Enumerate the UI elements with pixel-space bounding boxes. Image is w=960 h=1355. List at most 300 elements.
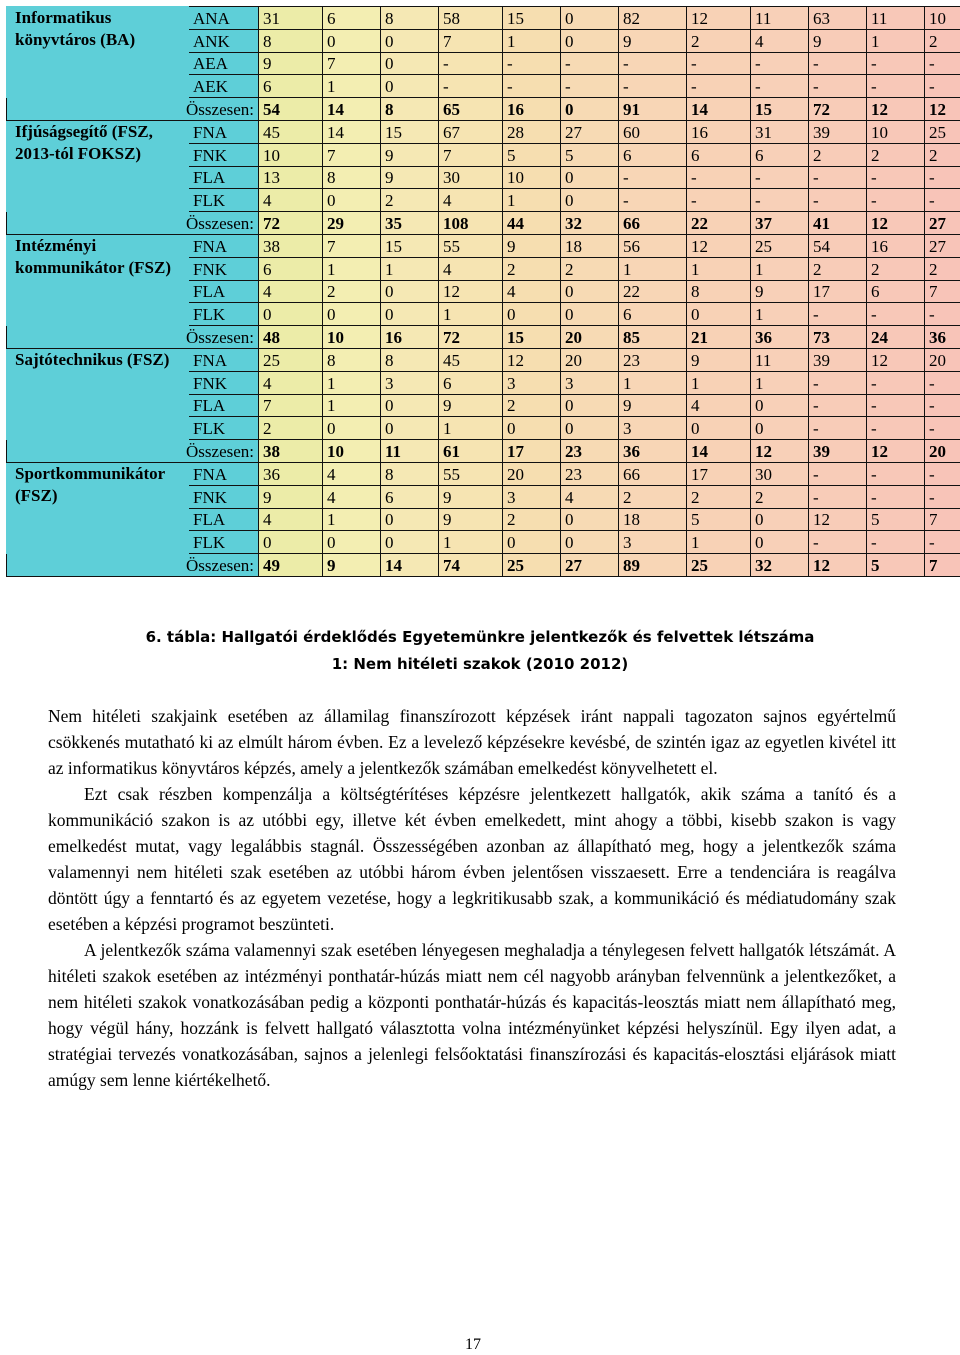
total-label: Összesen: [7,554,259,577]
value-cell: 12 [503,348,561,371]
total-cell: 73 [809,326,867,349]
total-cell: 22 [687,212,751,235]
value-cell: 9 [439,508,503,531]
value-cell: 58 [439,7,503,30]
value-cell: - [867,531,925,554]
value-cell: - [867,394,925,417]
total-cell: 14 [381,554,439,577]
value-cell: 8 [381,348,439,371]
value-cell: 10 [925,7,960,30]
value-cell: 0 [323,417,381,440]
value-cell: 1 [439,531,503,554]
total-cell: 10 [323,440,381,463]
value-cell: 16 [867,234,925,257]
row-code: FLA [189,280,259,303]
total-row [7,554,960,577]
total-cell: 29 [323,212,381,235]
value-cell: 1 [503,189,561,212]
value-cell: 1 [323,508,381,531]
value-cell: 0 [561,394,619,417]
row-code: AEK [189,75,259,98]
value-cell: - [925,75,960,98]
value-cell: - [809,303,867,326]
row-code: ANA [189,7,259,30]
value-cell: 4 [687,394,751,417]
value-cell: 0 [561,7,619,30]
row-code: FLK [189,417,259,440]
value-cell: 0 [751,417,809,440]
value-cell: 6 [619,303,687,326]
value-cell: - [687,52,751,75]
value-cell: - [809,462,867,485]
value-cell: 2 [503,508,561,531]
value-cell: 0 [503,417,561,440]
value-cell: 3 [619,531,687,554]
value-cell: - [809,189,867,212]
value-cell: 1 [503,29,561,52]
value-cell: - [867,52,925,75]
row-code: FNK [189,257,259,280]
total-cell: 0 [561,98,619,121]
value-cell: 0 [259,531,323,554]
value-cell: 8 [323,348,381,371]
value-cell: 18 [561,234,619,257]
value-cell: 1 [619,371,687,394]
value-cell: 4 [323,485,381,508]
value-cell: 55 [439,462,503,485]
value-cell: 12 [687,7,751,30]
value-cell: 6 [323,7,381,30]
table-row [7,120,960,143]
value-cell: - [867,166,925,189]
value-cell: 9 [381,166,439,189]
value-cell: 9 [259,52,323,75]
value-cell: - [925,417,960,440]
value-cell: - [867,371,925,394]
total-cell: 14 [687,440,751,463]
total-label: Összesen: [7,212,259,235]
value-cell: - [809,417,867,440]
value-cell: 1 [323,257,381,280]
value-cell: - [687,75,751,98]
total-cell: 8 [381,98,439,121]
value-cell: 8 [381,462,439,485]
value-cell: 25 [751,234,809,257]
value-cell: 9 [687,348,751,371]
value-cell: 30 [751,462,809,485]
total-row [7,98,960,121]
value-cell: - [867,75,925,98]
total-cell: 12 [867,440,925,463]
total-cell: 48 [259,326,323,349]
value-cell: - [925,485,960,508]
table-row [7,7,960,30]
value-cell: 3 [503,371,561,394]
total-cell: 5 [867,554,925,577]
value-cell: 17 [809,280,867,303]
value-cell: 31 [259,7,323,30]
total-cell: 12 [751,440,809,463]
value-cell: 3 [503,485,561,508]
value-cell: 6 [381,485,439,508]
value-cell: - [925,166,960,189]
value-cell: 20 [503,462,561,485]
total-cell: 36 [751,326,809,349]
value-cell: - [925,52,960,75]
value-cell: 0 [381,52,439,75]
value-cell: 11 [751,348,809,371]
value-cell: - [809,394,867,417]
value-cell: 1 [751,257,809,280]
program-name: Sportkommunikátor (FSZ) [7,462,189,553]
value-cell: 2 [687,485,751,508]
value-cell: - [809,75,867,98]
value-cell: 9 [259,485,323,508]
row-code: FLA [189,394,259,417]
value-cell: 8 [381,7,439,30]
value-cell: 27 [561,120,619,143]
total-cell: 27 [561,554,619,577]
value-cell: 2 [259,417,323,440]
value-cell: 1 [619,257,687,280]
value-cell: 0 [687,303,751,326]
value-cell: - [925,531,960,554]
value-cell: 6 [259,257,323,280]
value-cell: 3 [381,371,439,394]
value-cell: 4 [323,462,381,485]
value-cell: 0 [561,280,619,303]
value-cell: - [439,75,503,98]
value-cell: 1 [687,531,751,554]
total-cell: 16 [381,326,439,349]
value-cell: 1 [323,394,381,417]
total-cell: 38 [259,440,323,463]
value-cell: 13 [259,166,323,189]
value-cell: 2 [809,143,867,166]
value-cell: 1 [439,303,503,326]
value-cell: 1 [323,75,381,98]
value-cell: 31 [751,120,809,143]
value-cell: 11 [867,7,925,30]
total-cell: 66 [619,212,687,235]
total-row [7,440,960,463]
value-cell: - [809,166,867,189]
value-cell: 0 [259,303,323,326]
value-cell: 60 [619,120,687,143]
total-cell: 27 [925,212,960,235]
value-cell: - [925,462,960,485]
value-cell: 0 [561,417,619,440]
total-cell: 15 [751,98,809,121]
value-cell: 27 [925,234,960,257]
value-cell: 0 [381,394,439,417]
total-label: Összesen: [7,98,259,121]
value-cell: - [503,75,561,98]
value-cell: 2 [687,29,751,52]
total-cell: 9 [323,554,381,577]
total-cell: 72 [439,326,503,349]
value-cell: 9 [751,280,809,303]
value-cell: - [561,52,619,75]
value-cell: 9 [809,29,867,52]
value-cell: 0 [381,303,439,326]
value-cell: 12 [687,234,751,257]
value-cell: 6 [751,143,809,166]
value-cell: - [619,189,687,212]
value-cell: 39 [809,120,867,143]
total-cell: 108 [439,212,503,235]
value-cell: 55 [439,234,503,257]
total-cell: 12 [809,554,867,577]
value-cell: 0 [751,508,809,531]
row-code: FNK [189,143,259,166]
total-cell: 36 [619,440,687,463]
value-cell: 0 [561,166,619,189]
total-cell: 89 [619,554,687,577]
program-name: Intézményi kommunikátor (FSZ) [7,234,189,325]
total-cell: 32 [561,212,619,235]
value-cell: 0 [751,394,809,417]
value-cell: 4 [439,257,503,280]
value-cell: 1 [687,371,751,394]
value-cell: 6 [619,143,687,166]
value-cell: 12 [867,348,925,371]
total-cell: 85 [619,326,687,349]
value-cell: 0 [561,303,619,326]
total-cell: 32 [751,554,809,577]
value-cell: 1 [751,303,809,326]
value-cell: 0 [503,531,561,554]
value-cell: 28 [503,120,561,143]
value-cell: 3 [619,417,687,440]
row-code: FLA [189,166,259,189]
value-cell: 11 [751,7,809,30]
value-cell: 36 [259,462,323,485]
row-code: FNA [189,462,259,485]
total-cell: 65 [439,98,503,121]
value-cell: 6 [259,75,323,98]
value-cell: 0 [503,303,561,326]
total-cell: 23 [561,440,619,463]
value-cell: 2 [503,257,561,280]
value-cell: 5 [687,508,751,531]
value-cell: 18 [619,508,687,531]
value-cell: 2 [867,143,925,166]
value-cell: - [809,531,867,554]
total-cell: 61 [439,440,503,463]
value-cell: 0 [561,531,619,554]
total-cell: 14 [323,98,381,121]
row-code: FNK [189,485,259,508]
body-text [48,703,896,1093]
row-code: FNA [189,348,259,371]
value-cell: - [619,166,687,189]
value-cell: 5 [867,508,925,531]
row-code: FLK [189,189,259,212]
value-cell: - [925,303,960,326]
program-name: Ifjúságsegítő (FSZ, 2013-tól FOKSZ) [7,120,189,211]
value-cell: - [809,485,867,508]
value-cell: 20 [925,348,960,371]
value-cell: 9 [439,394,503,417]
value-cell: 4 [259,189,323,212]
value-cell: 2 [751,485,809,508]
value-cell: 22 [619,280,687,303]
row-code: FLK [189,303,259,326]
value-cell: 45 [259,120,323,143]
value-cell: 0 [687,417,751,440]
value-cell: - [867,189,925,212]
value-cell: 2 [925,29,960,52]
value-cell: - [503,52,561,75]
value-cell: 9 [503,234,561,257]
total-label: Összesen: [7,326,259,349]
value-cell: - [867,462,925,485]
value-cell: 23 [619,348,687,371]
total-cell: 72 [809,98,867,121]
page-number: 17 [465,1336,481,1353]
value-cell: - [867,303,925,326]
value-cell: 2 [503,394,561,417]
total-cell: 35 [381,212,439,235]
total-cell: 24 [867,326,925,349]
total-cell: 17 [503,440,561,463]
value-cell: 66 [619,462,687,485]
total-cell: 7 [925,554,960,577]
value-cell: 7 [925,280,960,303]
total-cell: 12 [867,98,925,121]
row-code: ANK [189,29,259,52]
row-code: FNK [189,371,259,394]
value-cell: 12 [809,508,867,531]
program-name: Informatikus könyvtáros (BA) [7,7,189,98]
table-row [7,462,960,485]
value-cell: 0 [381,508,439,531]
value-cell: 0 [751,531,809,554]
value-cell: 1 [867,29,925,52]
total-cell: 15 [503,326,561,349]
value-cell: - [687,189,751,212]
total-cell: 74 [439,554,503,577]
value-cell: 45 [439,348,503,371]
value-cell: 0 [323,303,381,326]
value-cell: 15 [503,7,561,30]
value-cell: 9 [439,485,503,508]
value-cell: 6 [439,371,503,394]
value-cell: 82 [619,7,687,30]
total-cell: 11 [381,440,439,463]
value-cell: - [751,52,809,75]
value-cell: 6 [867,280,925,303]
value-cell: 7 [439,29,503,52]
value-cell: - [561,75,619,98]
value-cell: 2 [381,189,439,212]
program-name: Sajtótechnikus (FSZ) [7,348,189,439]
row-code: FNA [189,120,259,143]
total-cell: 91 [619,98,687,121]
value-cell: 10 [503,166,561,189]
total-cell: 39 [809,440,867,463]
row-code: FLK [189,531,259,554]
total-cell: 14 [687,98,751,121]
value-cell: 9 [381,143,439,166]
table-row [7,348,960,371]
value-cell: 4 [751,29,809,52]
total-cell: 36 [925,326,960,349]
value-cell: - [751,189,809,212]
value-cell: 39 [809,348,867,371]
value-cell: 7 [323,234,381,257]
table-caption-line2: 1: Nem hitéleti szakok (2010 2012) [331,655,629,673]
value-cell: - [751,166,809,189]
table-caption-line1: 6. tábla: Hallgatói érdeklődés Egyetemünkre jelentkezők és felvettek létszáma [145,628,815,646]
value-cell: 0 [381,29,439,52]
value-cell: 7 [323,52,381,75]
value-cell: 25 [259,348,323,371]
total-label: Összesen: [7,440,259,463]
value-cell: 4 [259,508,323,531]
total-cell: 12 [925,98,960,121]
value-cell: 8 [687,280,751,303]
row-code: FLA [189,508,259,531]
paragraph-3: A jelentkezők száma valamennyi szak esetében lényegesen meghaladja a ténylegesen felvett hallgatók létszámát. A hitéleti szakok esetében az intézményi ponthatár-húzás miatt nem cél nagyobb arányban felvennünk a jelentkezőket, a nem hitéleti szakok vonatkozásában pedig a központi ponthatár-húzás és kapacitás-leosztás miatt nem állapítható meg, hogy végül hány, hozzánk is felvett hallgató választotta volna intézményünket képzési helyszínül. Egy ilyen adat, a stratégiai tervezés vonatkozásában, sajnos a jelenlegi felsőoktatási finanszírozási és kapacitás-elosztási eljárások miatt amúgy sem lenne kiértékelhető. [48,940,896,1090]
value-cell: 56 [619,234,687,257]
table-body [7,7,960,577]
value-cell: 1 [381,257,439,280]
value-cell: - [925,394,960,417]
value-cell: 4 [439,189,503,212]
total-cell: 72 [259,212,323,235]
value-cell: 1 [751,371,809,394]
total-cell: 20 [925,440,960,463]
value-cell: 1 [323,371,381,394]
value-cell: 15 [381,120,439,143]
value-cell: 1 [687,257,751,280]
value-cell: 20 [561,348,619,371]
value-cell: 1 [439,417,503,440]
total-cell: 37 [751,212,809,235]
total-cell: 16 [503,98,561,121]
value-cell: 5 [503,143,561,166]
value-cell: 0 [561,29,619,52]
paragraph-2: Ezt csak részben kompenzálja a költségtérítéses képzésre jelentkezett hallgatók, akik száma a tanító és a kommunikáció szakon is az utóbbi egy, illetve két évben emelkedett, mint ahogy a többi, kisebb szakon is vagy emelkedést mutat, vagy legalábbis stagnál. Összességében azonban az állapítható meg, hogy a jelentkezők száma valamennyi nem hitéleti szak esetében az utóbbi három évben jelentősen visszaesett. Erre a tendenciára is reagálva döntött úgy a fenntartó és az egyetem vezetése, hogy a legkritikusabb szak, a kommunikáció és médiatudomány szak esetében a képzési programot beszünteti. [48,784,896,934]
value-cell: 12 [439,280,503,303]
value-cell: 7 [925,508,960,531]
value-cell: - [925,189,960,212]
value-cell: 10 [867,120,925,143]
value-cell: 0 [561,508,619,531]
value-cell: 10 [259,143,323,166]
value-cell: 0 [323,531,381,554]
value-cell: 4 [503,280,561,303]
total-row [7,326,960,349]
total-cell: 54 [259,98,323,121]
value-cell: 2 [619,485,687,508]
table-row [7,234,960,257]
value-cell: 14 [323,120,381,143]
value-cell: 0 [381,417,439,440]
value-cell: 4 [259,371,323,394]
value-cell: - [925,371,960,394]
value-cell: 0 [561,189,619,212]
value-cell: 8 [259,29,323,52]
total-row [7,212,960,235]
value-cell: - [809,52,867,75]
total-cell: 25 [503,554,561,577]
value-cell: 38 [259,234,323,257]
value-cell: 17 [687,462,751,485]
value-cell: 7 [323,143,381,166]
